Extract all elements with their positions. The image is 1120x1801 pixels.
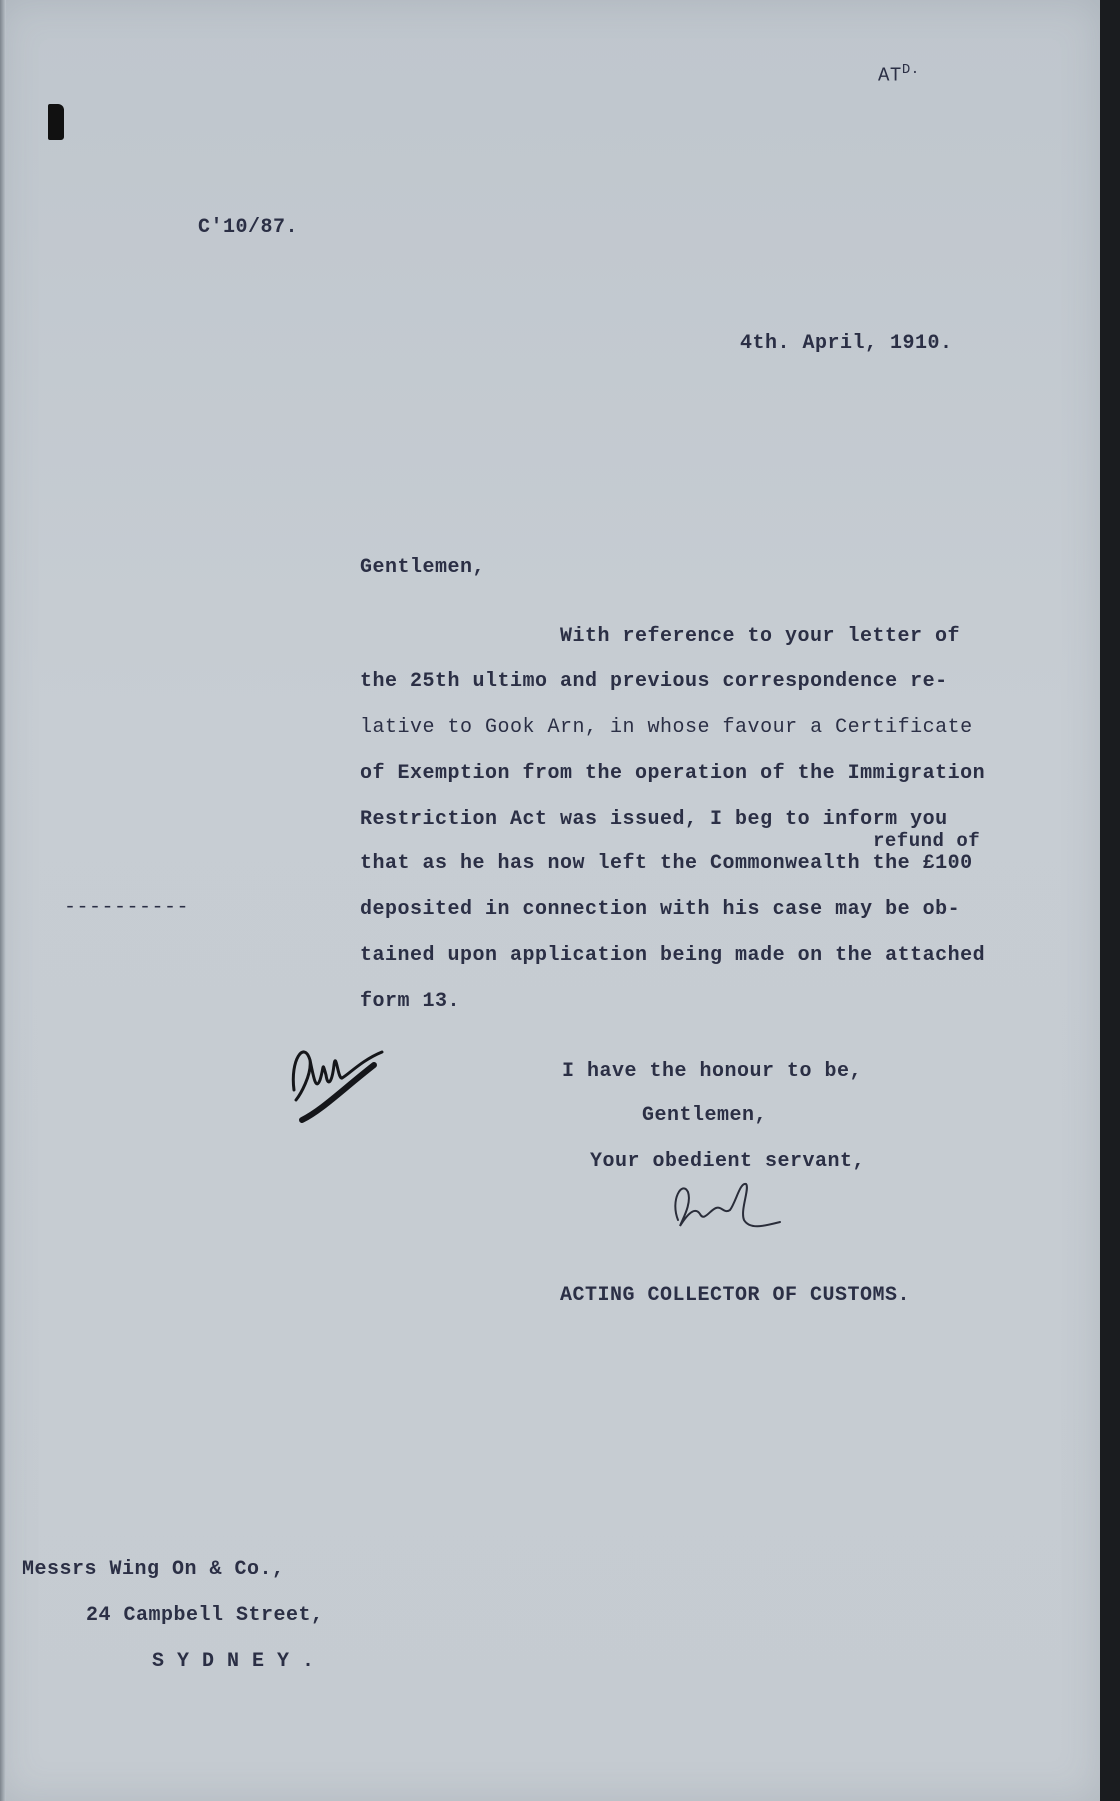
letter-date: 4th. April, 1910. bbox=[740, 332, 953, 355]
margin-initials-signature bbox=[282, 1020, 392, 1130]
signatory-title: ACTING COLLECTOR OF CUSTOMS. bbox=[560, 1284, 911, 1307]
office-mark: $AT^{D.}$ bbox=[878, 62, 920, 87]
page-edge-left bbox=[0, 0, 6, 1801]
body-line-1: With reference to your letter of bbox=[560, 625, 961, 648]
body-line-4: of Exemption from the operation of the Immigration bbox=[360, 762, 986, 785]
closing-line-3: Your obedient servant, bbox=[590, 1150, 866, 1173]
body-line-8: tained upon application being made on the attached bbox=[360, 944, 986, 967]
scan-border bbox=[1100, 0, 1120, 1801]
body-line-9: form 13. bbox=[360, 990, 461, 1013]
address-line-3: S Y D N E Y . bbox=[152, 1650, 315, 1673]
closing-line-2: Gentlemen, bbox=[642, 1104, 768, 1127]
margin-dashes: ---------- bbox=[64, 896, 190, 919]
body-line-6: that as he has now left the Commonwealth the £100 bbox=[360, 852, 973, 875]
insertion-text: refund of bbox=[873, 830, 981, 852]
punch-mark bbox=[48, 104, 64, 140]
body-line-3: lative to Gook Arn, in whose favour a Certificate bbox=[360, 716, 973, 739]
address-line-2: 24 Campbell Street, bbox=[86, 1604, 324, 1627]
body-line-7: deposited in connection with his case may be ob- bbox=[360, 898, 961, 921]
body-line-5: Restriction Act was issued, I beg to inform you bbox=[360, 808, 948, 831]
address-line-1: Messrs Wing On & Co., bbox=[22, 1558, 285, 1581]
file-reference: C'10/87. bbox=[198, 216, 299, 239]
salutation: Gentlemen, bbox=[360, 556, 486, 579]
collector-signature bbox=[660, 1170, 790, 1240]
body-line-2: the 25th ultimo and previous correspondence re- bbox=[360, 670, 948, 693]
closing-line-1: I have the honour to be, bbox=[562, 1060, 863, 1083]
